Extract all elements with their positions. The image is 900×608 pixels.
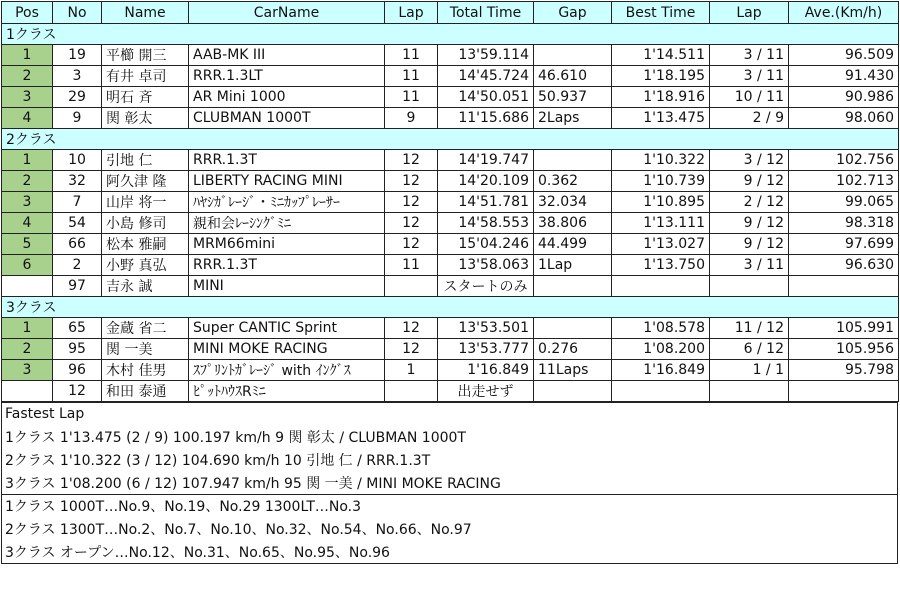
- class-header-row: [2, 297, 899, 318]
- best-time-cell: 1'13.111: [612, 213, 710, 234]
- best-lap-cell: 3 / 11: [710, 66, 789, 87]
- gap-cell: [534, 45, 612, 66]
- car-number-cell: 96: [53, 360, 102, 381]
- car-name-cell: RRR.1.3T: [189, 150, 385, 171]
- col-best-lap: Lap: [710, 2, 789, 24]
- best-lap-cell: 9 / 12: [710, 234, 789, 255]
- pos-cell: 3: [2, 192, 53, 213]
- pos-cell: 1: [2, 150, 53, 171]
- best-lap-cell: 3 / 12: [710, 150, 789, 171]
- car-number-cell: 97: [53, 276, 102, 297]
- car-name-cell: RRR.1.3T: [189, 255, 385, 276]
- car-name-cell: ﾋﾟｯﾄﾊｳｽRﾐﾆ: [189, 381, 385, 402]
- car-number-cell: 65: [53, 318, 102, 339]
- best-time-cell: 1'14.511: [612, 45, 710, 66]
- car-number-cell: 29: [53, 87, 102, 108]
- total-time-cell: 出走せず: [438, 381, 534, 402]
- class-label: 3クラス: [2, 297, 899, 318]
- best-time-cell: 1'18.916: [612, 87, 710, 108]
- pos-cell: [2, 381, 53, 402]
- car-number-cell: 2: [53, 255, 102, 276]
- car-number-cell: 9: [53, 108, 102, 129]
- gap-cell: [534, 276, 612, 297]
- col-name: Name: [102, 2, 189, 24]
- result-row: [2, 255, 899, 276]
- car-name-cell: LIBERTY RACING MINI: [189, 171, 385, 192]
- gap-cell: 2Laps: [534, 108, 612, 129]
- pos-cell: 2: [2, 339, 53, 360]
- average-speed-cell: 96.630: [789, 255, 899, 276]
- total-time-cell: 15'04.246: [438, 234, 534, 255]
- best-lap-cell: [710, 381, 789, 402]
- best-time-cell: 1'10.322: [612, 150, 710, 171]
- car-name-cell: MINI: [189, 276, 385, 297]
- car-number-cell: 7: [53, 192, 102, 213]
- best-lap-cell: 3 / 11: [710, 255, 789, 276]
- gap-cell: [534, 381, 612, 402]
- driver-name-cell: 木村 佳男: [102, 360, 189, 381]
- car-number-cell: 3: [53, 66, 102, 87]
- gap-cell: 11Laps: [534, 360, 612, 381]
- col-average: Ave.(Km/h): [789, 2, 899, 24]
- gap-cell: 0.276: [534, 339, 612, 360]
- driver-name-cell: 阿久津 隆: [102, 171, 189, 192]
- class-note: 2クラス 1300T…No.2、No.7、No.10、No.32、No.54、No.66、No.97: [2, 518, 898, 541]
- best-lap-cell: [710, 276, 789, 297]
- pos-cell: 3: [2, 87, 53, 108]
- best-lap-cell: 9 / 12: [710, 213, 789, 234]
- col-lap: Lap: [385, 2, 438, 24]
- result-row: [2, 192, 899, 213]
- total-time-cell: 14'20.109: [438, 171, 534, 192]
- result-row: [2, 66, 899, 87]
- header-row: [2, 2, 899, 24]
- fastest-lap-line: 1クラス 1'13.475 (2 / 9) 100.197 km/h 9 関 彰太 / CLUBMAN 1000T: [2, 426, 898, 449]
- average-speed-cell: 98.318: [789, 213, 899, 234]
- results-table: [1, 1, 899, 402]
- car-number-cell: 54: [53, 213, 102, 234]
- col-gap: Gap: [534, 2, 612, 24]
- total-time-cell: 13'53.501: [438, 318, 534, 339]
- gap-cell: 50.937: [534, 87, 612, 108]
- car-name-cell: AAB-MK III: [189, 45, 385, 66]
- best-lap-cell: 11 / 12: [710, 318, 789, 339]
- car-name-cell: Super CANTIC Sprint: [189, 318, 385, 339]
- laps-cell: 12: [385, 318, 438, 339]
- pos-cell: [2, 276, 53, 297]
- laps-cell: [385, 381, 438, 402]
- gap-cell: 32.034: [534, 192, 612, 213]
- result-row: [2, 45, 899, 66]
- best-time-cell: [612, 276, 710, 297]
- driver-name-cell: 引地 仁: [102, 150, 189, 171]
- car-name-cell: ｽﾌﾟﾘﾝﾄｶﾞﾚｰｼﾞ with ｲﾝｸﾞｽ: [189, 360, 385, 381]
- laps-cell: 12: [385, 192, 438, 213]
- gap-cell: 1Lap: [534, 255, 612, 276]
- result-row: [2, 150, 899, 171]
- gap-cell: [534, 318, 612, 339]
- car-number-cell: 32: [53, 171, 102, 192]
- col-no: No: [53, 2, 102, 24]
- driver-name-cell: 明石 斉: [102, 87, 189, 108]
- class-header-row: [2, 129, 899, 150]
- fastest-lap-line: 2クラス 1'10.322 (3 / 12) 104.690 km/h 10 引地 仁 / RRR.1.3T: [2, 449, 898, 472]
- car-name-cell: CLUBMAN 1000T: [189, 108, 385, 129]
- driver-name-cell: 吉永 誠: [102, 276, 189, 297]
- total-time-cell: 14'58.553: [438, 213, 534, 234]
- col-best-time: Best Time: [612, 2, 710, 24]
- gap-cell: 44.499: [534, 234, 612, 255]
- best-time-cell: 1'08.578: [612, 318, 710, 339]
- col-pos: Pos: [2, 2, 53, 24]
- laps-cell: 12: [385, 171, 438, 192]
- best-time-cell: 1'08.200: [612, 339, 710, 360]
- notes-table: [1, 402, 898, 564]
- car-name-cell: AR Mini 1000: [189, 87, 385, 108]
- total-time-cell: 14'50.051: [438, 87, 534, 108]
- result-row: [2, 171, 899, 192]
- car-number-cell: 10: [53, 150, 102, 171]
- best-time-cell: 1'10.739: [612, 171, 710, 192]
- gap-cell: 0.362: [534, 171, 612, 192]
- total-time-cell: スタートのみ: [438, 276, 534, 297]
- best-time-cell: 1'16.849: [612, 360, 710, 381]
- total-time-cell: 14'45.724: [438, 66, 534, 87]
- fastest-lap-title: Fastest Lap: [2, 403, 898, 426]
- class-label: 2クラス: [2, 129, 899, 150]
- pos-cell: 3: [2, 360, 53, 381]
- best-lap-cell: 2 / 12: [710, 192, 789, 213]
- average-speed-cell: 102.713: [789, 171, 899, 192]
- laps-cell: 11: [385, 66, 438, 87]
- result-row: [2, 360, 899, 381]
- result-row: [2, 276, 899, 297]
- best-time-cell: 1'18.195: [612, 66, 710, 87]
- average-speed-cell: 90.986: [789, 87, 899, 108]
- result-row: [2, 318, 899, 339]
- total-time-cell: 13'53.777: [438, 339, 534, 360]
- driver-name-cell: 有井 卓司: [102, 66, 189, 87]
- pos-cell: 2: [2, 171, 53, 192]
- laps-cell: 11: [385, 45, 438, 66]
- best-time-cell: [612, 381, 710, 402]
- driver-name-cell: 金蔵 省二: [102, 318, 189, 339]
- car-name-cell: ﾊﾔｼｶﾞﾚｰｼﾞ・ﾐﾆｶｯﾌﾟﾚｰｻｰ: [189, 192, 385, 213]
- best-time-cell: 1'13.750: [612, 255, 710, 276]
- total-time-cell: 1'16.849: [438, 360, 534, 381]
- col-total-time: Total Time: [438, 2, 534, 24]
- class-note: 3クラス オープン…No.12、No.31、No.65、No.95、No.96: [2, 541, 898, 564]
- car-number-cell: 95: [53, 339, 102, 360]
- average-speed-cell: 105.956: [789, 339, 899, 360]
- laps-cell: 11: [385, 255, 438, 276]
- gap-cell: 46.610: [534, 66, 612, 87]
- driver-name-cell: 関 一美: [102, 339, 189, 360]
- car-number-cell: 66: [53, 234, 102, 255]
- laps-cell: 12: [385, 150, 438, 171]
- car-name-cell: 親和会ﾚｰｼﾝｸﾞﾐﾆ: [189, 213, 385, 234]
- gap-cell: 38.806: [534, 213, 612, 234]
- average-speed-cell: 96.509: [789, 45, 899, 66]
- gap-cell: [534, 150, 612, 171]
- laps-cell: 9: [385, 108, 438, 129]
- car-name-cell: RRR.1.3LT: [189, 66, 385, 87]
- col-carname: CarName: [189, 2, 385, 24]
- best-time-cell: 1'13.027: [612, 234, 710, 255]
- laps-cell: 1: [385, 360, 438, 381]
- pos-cell: 4: [2, 108, 53, 129]
- pos-cell: 2: [2, 66, 53, 87]
- best-lap-cell: 10 / 11: [710, 87, 789, 108]
- result-row: [2, 339, 899, 360]
- driver-name-cell: 松本 雅嗣: [102, 234, 189, 255]
- car-number-cell: 12: [53, 381, 102, 402]
- driver-name-cell: 小島 修司: [102, 213, 189, 234]
- car-name-cell: MINI MOKE RACING: [189, 339, 385, 360]
- laps-cell: [385, 276, 438, 297]
- best-time-cell: 1'10.895: [612, 192, 710, 213]
- driver-name-cell: 和田 泰通: [102, 381, 189, 402]
- pos-cell: 1: [2, 45, 53, 66]
- average-speed-cell: 91.430: [789, 66, 899, 87]
- best-lap-cell: 6 / 12: [710, 339, 789, 360]
- average-speed-cell: 105.991: [789, 318, 899, 339]
- best-lap-cell: 2 / 9: [710, 108, 789, 129]
- driver-name-cell: 山岸 将一: [102, 192, 189, 213]
- average-speed-cell: [789, 276, 899, 297]
- average-speed-cell: 99.065: [789, 192, 899, 213]
- total-time-cell: 14'51.781: [438, 192, 534, 213]
- best-lap-cell: 3 / 11: [710, 45, 789, 66]
- class-header-row: [2, 24, 899, 45]
- result-row: [2, 234, 899, 255]
- car-number-cell: 19: [53, 45, 102, 66]
- best-lap-cell: 1 / 1: [710, 360, 789, 381]
- laps-cell: 11: [385, 87, 438, 108]
- pos-cell: 5: [2, 234, 53, 255]
- laps-cell: 12: [385, 339, 438, 360]
- result-row: [2, 381, 899, 402]
- average-speed-cell: 102.756: [789, 150, 899, 171]
- driver-name-cell: 小野 真弘: [102, 255, 189, 276]
- pos-cell: 1: [2, 318, 53, 339]
- driver-name-cell: 関 彰太: [102, 108, 189, 129]
- total-time-cell: 13'59.114: [438, 45, 534, 66]
- best-time-cell: 1'13.475: [612, 108, 710, 129]
- pos-cell: 6: [2, 255, 53, 276]
- best-lap-cell: 9 / 12: [710, 171, 789, 192]
- class-note: 1クラス 1000T…No.9、No.19、No.29 1300LT…No.3: [2, 495, 898, 518]
- pos-cell: 4: [2, 213, 53, 234]
- average-speed-cell: [789, 381, 899, 402]
- car-name-cell: MRM66mini: [189, 234, 385, 255]
- total-time-cell: 14'19.747: [438, 150, 534, 171]
- average-speed-cell: 95.798: [789, 360, 899, 381]
- driver-name-cell: 平櫛 開三: [102, 45, 189, 66]
- average-speed-cell: 98.060: [789, 108, 899, 129]
- total-time-cell: 13'58.063: [438, 255, 534, 276]
- total-time-cell: 11'15.686: [438, 108, 534, 129]
- result-row: [2, 108, 899, 129]
- result-row: [2, 87, 899, 108]
- average-speed-cell: 97.699: [789, 234, 899, 255]
- result-row: [2, 213, 899, 234]
- class-label: 1クラス: [2, 24, 899, 45]
- fastest-lap-line: 3クラス 1'08.200 (6 / 12) 107.947 km/h 95 関 一美 / MINI MOKE RACING: [2, 472, 898, 495]
- laps-cell: 12: [385, 213, 438, 234]
- laps-cell: 12: [385, 234, 438, 255]
